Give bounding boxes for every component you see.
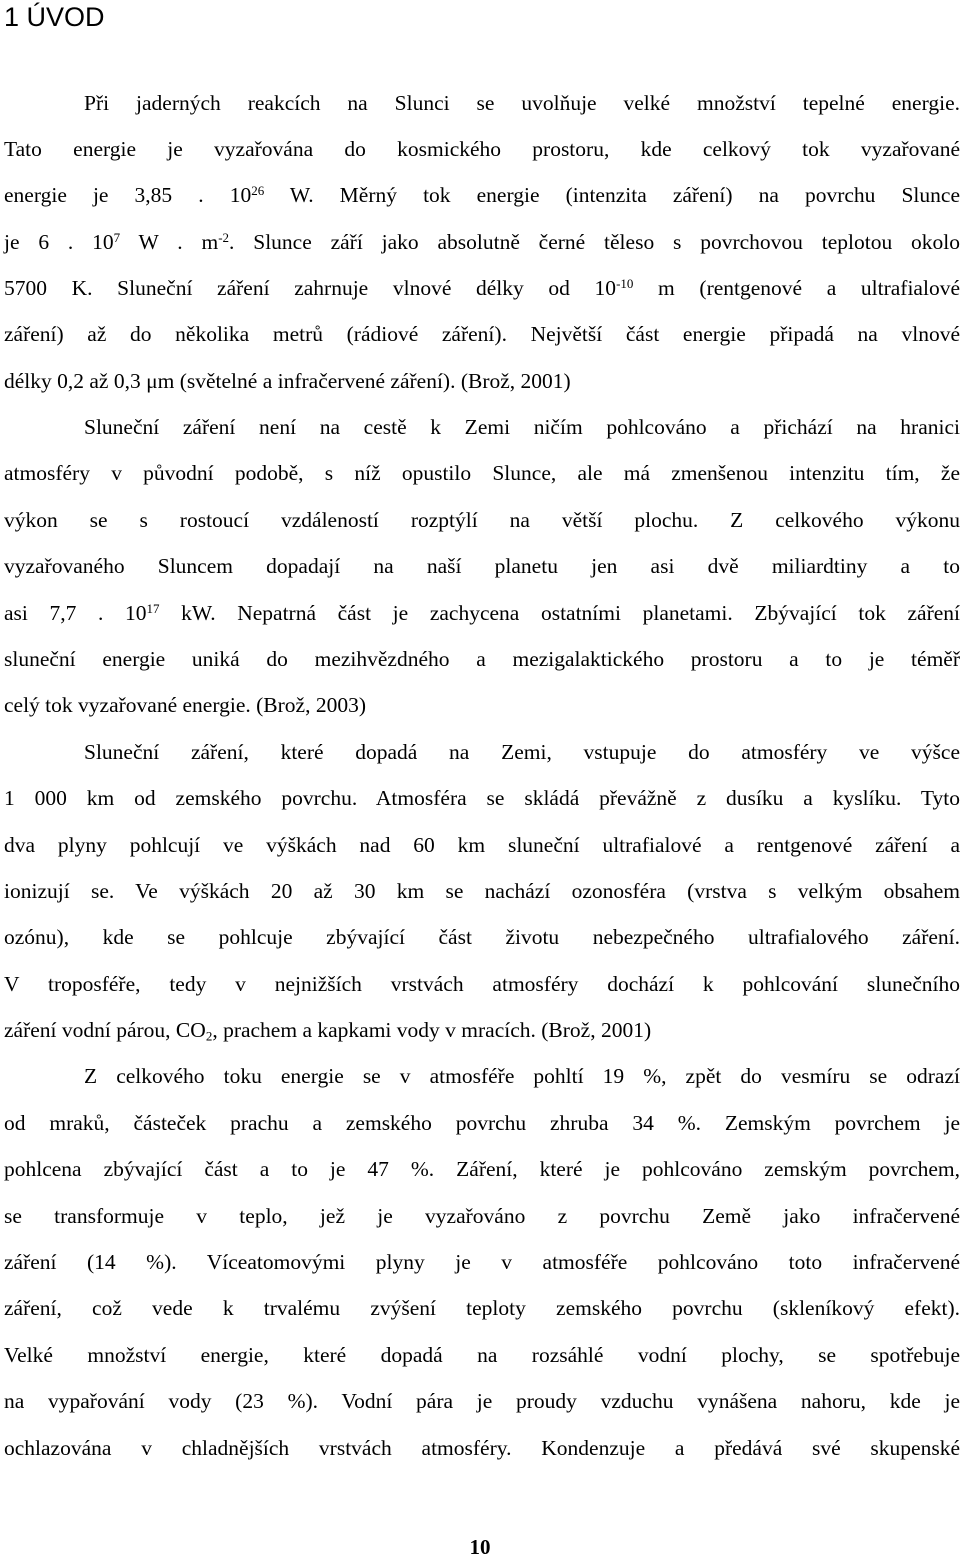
text-run: V troposféře, tedy v nejnižších vrstvách atmosféry dochází k pohlcování slunečního bbox=[4, 972, 960, 996]
text-line bbox=[4, 1154, 960, 1184]
text-line bbox=[4, 644, 960, 674]
text-run: ionizují se. Ve výškách 20 až 30 km se nachází ozonosféra (vrstva s velkým obsahem bbox=[4, 879, 960, 903]
text-line bbox=[4, 180, 960, 210]
text-line bbox=[4, 783, 960, 813]
text-run: výkon se s rostoucí vzdáleností rozptýlí na větší plochu. Z celkového výkonu bbox=[4, 508, 960, 532]
text-line bbox=[4, 551, 960, 581]
text-run: pohlcena zbývající část a to je 47 %. Záření, které je pohlcováno zemským povrchem, bbox=[4, 1157, 960, 1181]
text-run: od mraků, částeček prachu a zemského povrchu zhruba 34 %. Zemským povrchem je bbox=[4, 1111, 960, 1135]
text-run: vyzařovaného Sluncem dopadají na naší planetu jen asi dvě miliardtiny a to bbox=[4, 554, 960, 578]
text-run: Při jaderných reakcích na Slunci se uvolňuje velké množství tepelné energie. bbox=[84, 91, 960, 115]
text-line bbox=[4, 1201, 960, 1231]
text-run: W . m bbox=[120, 230, 219, 254]
superscript: -10 bbox=[616, 275, 634, 291]
text-line bbox=[4, 922, 960, 952]
text-run: se transformuje v teplo, jež je vyzařováno z povrchu Země jako infračervené bbox=[4, 1204, 960, 1228]
text-line bbox=[84, 88, 960, 118]
text-line bbox=[4, 876, 960, 906]
text-run: záření (14 %). Víceatomovými plyny je v atmosféře pohlcováno toto infračervené bbox=[4, 1250, 960, 1274]
text-line bbox=[4, 1386, 960, 1416]
text-run: ozónu), kde se pohlcuje zbývající část životu nebezpečného ultrafialového záření. bbox=[4, 925, 960, 949]
text-run: Velké množství energie, které dopadá na rozsáhlé vodní plochy, se spotřebuje bbox=[4, 1343, 960, 1367]
text-run: dva plyny pohlcují ve výškách nad 60 km sluneční ultrafialové a rentgenové záření a bbox=[4, 833, 960, 857]
text-run: záření) až do několika metrů (rádiové záření). Největší část energie připadá na vlnové bbox=[4, 322, 960, 346]
text-line bbox=[4, 1433, 960, 1463]
text-run: Sluneční záření není na cestě k Zemi ničím pohlcováno a přichází na hranici bbox=[84, 415, 960, 439]
superscript: 26 bbox=[251, 182, 265, 198]
text-run: ochlazována v chladnějších vrstvách atmosféry. Kondenzuje a předává své skupenské bbox=[4, 1436, 960, 1460]
text-line bbox=[84, 412, 960, 442]
text-line bbox=[4, 830, 960, 860]
page-number: 10 bbox=[469, 1535, 491, 1559]
text-line bbox=[84, 737, 960, 767]
text-line bbox=[4, 366, 960, 396]
text-line bbox=[4, 458, 960, 488]
text-run: Sluneční záření, které dopadá na Zemi, vstupuje do atmosféry ve výšce bbox=[84, 740, 960, 764]
text-line bbox=[4, 505, 960, 535]
text-run: kW. Nepatrná část je zachycena ostatními planetami. Zbývající tok záření bbox=[159, 601, 960, 625]
text-run: 1 000 km od zemského povrchu. Atmosféra se skládá převážně z dusíku a kyslíku. Tyto bbox=[4, 786, 960, 810]
text-run: na vypařování vody (23 %). Vodní pára je proudy vzduchu vynášena nahoru, kde je bbox=[4, 1389, 960, 1413]
text-run: , prachem a kapkami vody v mracích. (Brož, 2001) bbox=[212, 1018, 652, 1042]
text-run: atmosféry v původní podobě, s níž opustilo Slunce, ale má zmenšenou intenzitu tím, že bbox=[4, 461, 960, 485]
text-run: . Slunce září jako absolutně černé těleso s povrchovou teplotou okolo bbox=[229, 230, 960, 254]
text-run: m (rentgenové a ultrafialové bbox=[633, 276, 960, 300]
text-run: Z celkového toku energie se v atmosféře pohltí 19 %, zpět do vesmíru se odrazí bbox=[84, 1064, 960, 1088]
text-line bbox=[4, 969, 960, 999]
text-line bbox=[4, 1108, 960, 1138]
text-run: délky 0,2 až 0,3 μm (světelné a infračervené záření). (Brož, 2001) bbox=[4, 369, 571, 393]
text-run: celý tok vyzařované energie. (Brož, 2003) bbox=[4, 693, 366, 717]
text-run: asi 7,7 . 10 bbox=[4, 601, 147, 625]
text-line bbox=[84, 1061, 960, 1091]
subscript: 2 bbox=[205, 1028, 213, 1044]
text-line bbox=[4, 1015, 960, 1045]
text-line bbox=[4, 1293, 960, 1323]
text-run: Tato energie je vyzařována do kosmického prostoru, kde celkový tok vyzařované bbox=[4, 137, 960, 161]
text-run: sluneční energie uniká do mezihvězdného a mezigalaktického prostoru a to je téměř bbox=[4, 647, 960, 671]
text-run: záření vodní párou, CO bbox=[4, 1018, 206, 1042]
text-run: 5700 K. Sluneční záření zahrnuje vlnové délky od 10 bbox=[4, 276, 617, 300]
text-run: energie je 3,85 . 10 bbox=[4, 183, 252, 207]
text-line bbox=[4, 134, 960, 164]
text-run: záření, což vede k trvalému zvýšení teploty zemského povrchu (skleníkový efekt). bbox=[4, 1296, 960, 1320]
text-line bbox=[4, 598, 960, 628]
text-line bbox=[4, 273, 960, 303]
section-heading: 1 ÚVOD bbox=[4, 2, 105, 32]
text-line bbox=[4, 227, 960, 257]
text-line bbox=[4, 319, 960, 349]
superscript: 17 bbox=[146, 600, 160, 616]
text-line bbox=[4, 690, 960, 720]
text-run: je 6 . 10 bbox=[4, 230, 114, 254]
superscript: 7 bbox=[113, 229, 121, 245]
text-run: W. Měrný tok energie (intenzita záření) na povrchu Slunce bbox=[264, 183, 960, 207]
text-line bbox=[4, 1340, 960, 1370]
text-line bbox=[4, 1247, 960, 1277]
superscript: -2 bbox=[218, 229, 230, 245]
